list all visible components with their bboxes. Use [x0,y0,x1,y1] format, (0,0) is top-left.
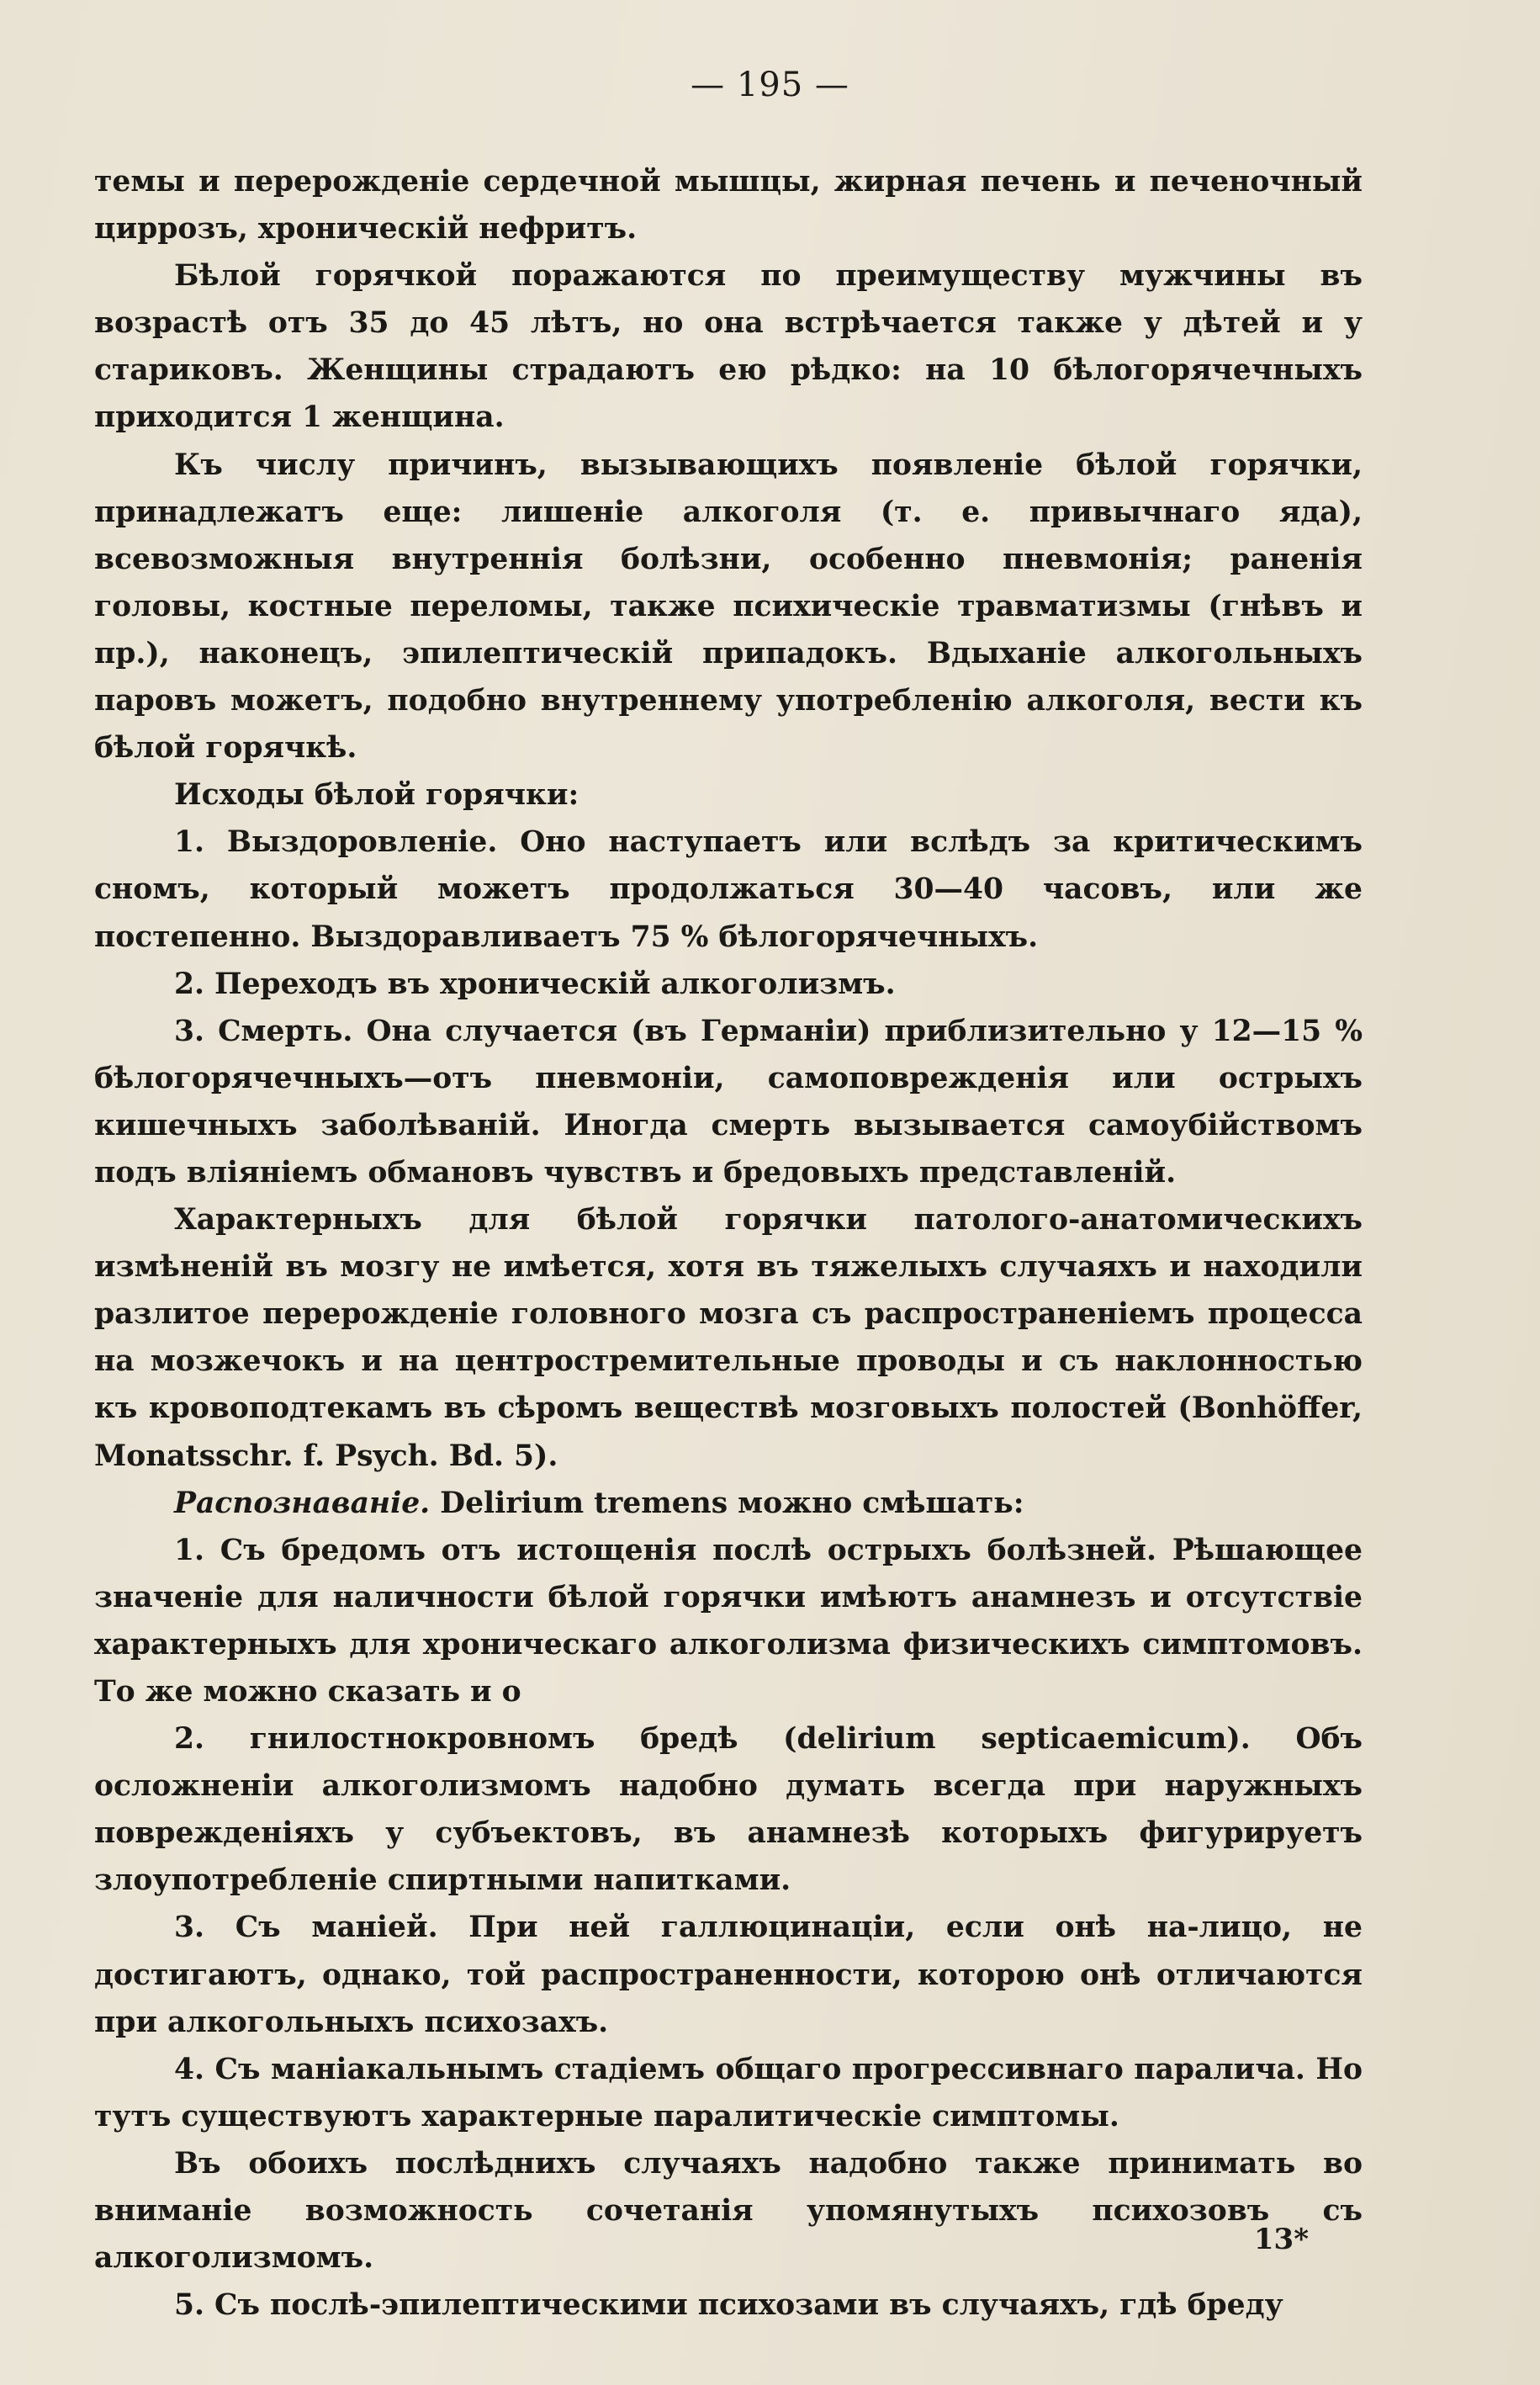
paragraph-text: 1. Съ бредомъ отъ истощенія послѣ острыхъ болѣзней. Рѣшающее значеніе для наличности бѣлой горячки имѣютъ анамнезъ и отсутствіе характерныхъ для хроническаго алкоголизма физическихъ симптомовъ. То же можно сказать и о [94,1533,1363,1709]
paragraph-text: 2. гнилостнокровномъ бредѣ (delirium septicaemicum). Объ осложненіи алкоголизмомъ надобно думать всегда при наружныхъ поврежденіяхъ у субъектовъ, въ анамнезѣ которыхъ фигурируетъ злоупотребленіе спиртными напитками. [94,1722,1363,1898]
paragraph [94,961,1363,1008]
paragraph-text: Delirium tremens можно смѣшать: [430,1486,1024,1520]
paragraph [94,1008,1363,1196]
paragraph [94,771,1363,819]
paragraph [94,1527,1363,1715]
paragraph [94,442,1363,772]
paragraph [94,819,1363,960]
paragraph-text: Въ обоихъ послѣднихъ случаяхъ надобно также принимать во вниманіе возможность сочетанія упомянутыхъ психозовъ съ алкоголизмомъ. [94,2146,1363,2276]
paragraph-text: 1. Выздоровленіе. Оно наступаетъ или вслѣдъ за критическимъ сномъ, который можетъ продолжаться 30—40 часовъ, или же постепенно. Выздоравливаетъ 75 % бѣлогорячечныхъ. [94,825,1363,954]
paragraph [94,2046,1363,2140]
paragraph-text: Исходы бѣлой горячки: [174,778,579,813]
paragraph-text: темы и перерожденіе сердечной мышцы, жирная печень и печеночный циррозъ, хроническій нефритъ. [94,165,1363,246]
paragraph [94,158,1363,252]
paragraph-lead-italic: Распознаваніе. [174,1486,431,1520]
paragraph [94,1480,1363,1527]
paragraph-text: 4. Съ маніакальнымъ стадіемъ общаго прогрессивнаго паралича. Но тутъ существуютъ характерные паралитическіе симптомы. [94,2052,1363,2133]
paragraph-text: 2. Переходъ въ хроническій алкоголизмъ. [174,967,896,1001]
paragraph-text: 3. Съ маніей. При ней галлюцинаціи, если онѣ на-лицо, не достигаютъ, однако, той распространенности, которою онѣ отличаются при алкогольныхъ психозахъ. [94,1911,1363,2039]
paragraph-text: Бѣлой горячкой поражаются по преимуществу мужчины въ возрастѣ отъ 35 до 45 лѣтъ, но она встрѣчается также у дѣтей и у стариковъ. Женщины страдаютъ ею рѣдко: на 10 бѣлогорячечныхъ приходится 1 женщина. [94,259,1363,435]
paragraph [94,1196,1363,1480]
paragraph-text: Къ числу причинъ, вызывающихъ появленіе бѣлой горячки, принадлежатъ еще: лишеніе алкоголя (т. е. привычнаго яда), всевозможныя внутреннія болѣзни, особенно пневмонія; раненія головы, костные переломы, также психическіе травматизмы (гнѣвъ и пр.), наконецъ, эпилептическій припадокъ. Вдыханіе алкогольныхъ паровъ можетъ, подобно внутреннему употребленію алкоголя, вести къ бѣлой горячкѣ. [94,448,1363,766]
page-body [94,158,1363,2329]
page-number: — 195 — [691,66,849,104]
signature-mark: 13* [1253,2223,1309,2256]
paragraph [94,1904,1363,2045]
paragraph [94,1715,1363,1904]
paragraph [94,252,1363,441]
paragraph [94,2140,1363,2282]
paragraph-text: Характерныхъ для бѣлой горячки патолого-анатомическихъ измѣненій въ мозгу не имѣется, хотя въ тяжелыхъ случаяхъ и находили разлитое перерожденіе головного мозга съ распространеніемъ процесса на мозжечокъ и на центростремительные проводы и съ наклонностью къ кровоподтекамъ въ сѣромъ веществѣ мозговыхъ полостей (Bonhöffer, Monatsschr. f. Psych. Bd. 5). [94,1203,1363,1473]
paragraph-text: 3. Смерть. Она случается (въ Германіи) приблизительно у 12—15 % бѣлогорячечныхъ—отъ пневмоніи, самоповрежденія или острыхъ кишечныхъ заболѣваній. Иногда смерть вызывается самоубійствомъ подъ вліяніемъ обмановъ чувствъ и бредовыхъ представленій. [94,1014,1363,1190]
paragraph-text: 5. Съ послѣ-эпилептическими психозами въ случаяхъ, гдѣ бреду [174,2288,1283,2323]
paragraph [94,2282,1363,2329]
